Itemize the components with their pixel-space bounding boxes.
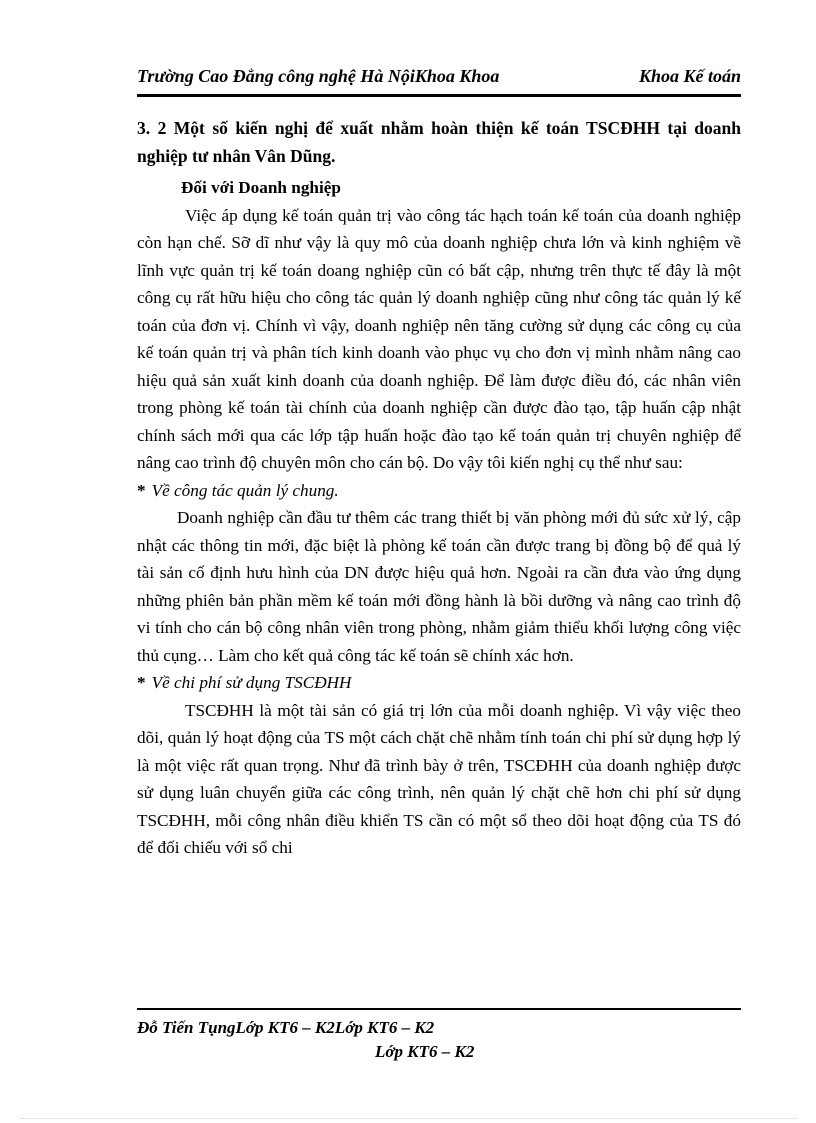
page-edge-divider xyxy=(20,1118,796,1119)
paragraph-2: Doanh nghiệp cần đầu tư thêm các trang thiết bị văn phòng mới đủ sức xử lý, cập nhật các thông tin mới, đặc biệt là phòng kế toán cần được trang bị đồng bộ để quả lý tài sản cố định hưu hình của DN được hiệu quả hơn. Ngoài ra cần đưa vào ứng dụng những phiên bản phần mềm kế toán mới đồng hành là bồi dưỡng và nâng cao trình độ vi tính cho cán bộ công nhân viên trong phòng, nhằm giảm thiểu khối lượng công việc thủ cụng… Làm cho kết quả công tác kế toán sẽ chính xác hơn. xyxy=(137,508,741,665)
footer-author-class: Đỗ Tiến TụngLớp KT6 – K2Lớp KT6 – K2 xyxy=(137,1018,435,1037)
header-department: Khoa Kế toán xyxy=(638,66,741,86)
header-school-name: Trường Cao Đẳng công nghệ Hà NộiKhoa Khoa xyxy=(137,66,500,86)
item-heading-text: Về công tác quản lý chung. xyxy=(151,480,339,500)
item-heading-general-management xyxy=(137,477,741,505)
paragraph-1: Việc áp dụng kế toán quản trị vào công tác hạch toán kế toán của doanh nghiệp còn hạn chế. Sỡ dĩ như vậy là quy mô của doanh nghiệp chưa lớn và kinh nghiệm về lĩnh vực quản trị kế toán doang nghiệp cũn có bất cập, nhưng trên thực tế đây là một công cụ rất hữu hiệu cho công tác quản lý doanh nghiệp cũng như công tác quản lý kế toán của đơn vị. Chính vì vậy, doanh nghiệp nên tăng cường sử dụng các công cụ của kế toán quản trị và phân tích kinh doanh vào phục vụ cho đơn vị mình nhằm nâng cao hiệu quả sản xuất kinh doanh của doanh nghiệp. Để làm được điều đó, các nhân viên trong phòng kế toán tài chính của doanh nghiệp cần được đào tạo, tập huấn cập nhật chính sách mới qua các lớp tập huấn hoặc đào tạo kế toán quản trị chuyên nghiệp để nâng cao trình độ chuyên môn cho cán bộ. Do vậy tôi kiến nghị cụ thể như sau: xyxy=(137,205,741,472)
bullet-marker: * xyxy=(137,673,146,692)
section-subtitle: Đối với Doanh nghiệp xyxy=(181,178,341,197)
bullet-marker: * xyxy=(137,480,146,500)
page-footer xyxy=(137,1016,741,1064)
item-heading-text: Về chi phí sử dụng TSCĐHH xyxy=(151,673,352,692)
page-body xyxy=(137,114,741,862)
page-header xyxy=(137,66,741,92)
section-title: 3. 2 Một số kiến nghị để xuất nhằm hoàn thiện kế toán TSCĐHH tại doanh nghiệp tư nhân Vân Dũng. xyxy=(137,118,741,166)
header-rule xyxy=(137,94,741,97)
footer-rule xyxy=(137,1008,741,1010)
item-heading-usage-cost xyxy=(137,669,741,697)
paragraph-3: TSCĐHH là một tài sản có giá trị lớn của mỗi doanh nghiệp. Vì vậy việc theo dõi, quản lý hoạt động của TS một cách chặt chẽ nhằm tính toán chi phí sử dụng hợp lý là một việc rất quan trọng. Như đã trình bày ở trên, TSCĐHH của doanh nghiệp được sử dụng luân chuyển giữa các công trình, nên quản lý chặt chẽ hơn chi phí sử dụng TSCĐHH, mỗi công nhân điều khiển TS cần có một sổ theo dõi hoạt động của TS đó để đối chiếu với sổ chi xyxy=(137,700,741,857)
footer-class: Lớp KT6 – K2 xyxy=(375,1042,475,1061)
